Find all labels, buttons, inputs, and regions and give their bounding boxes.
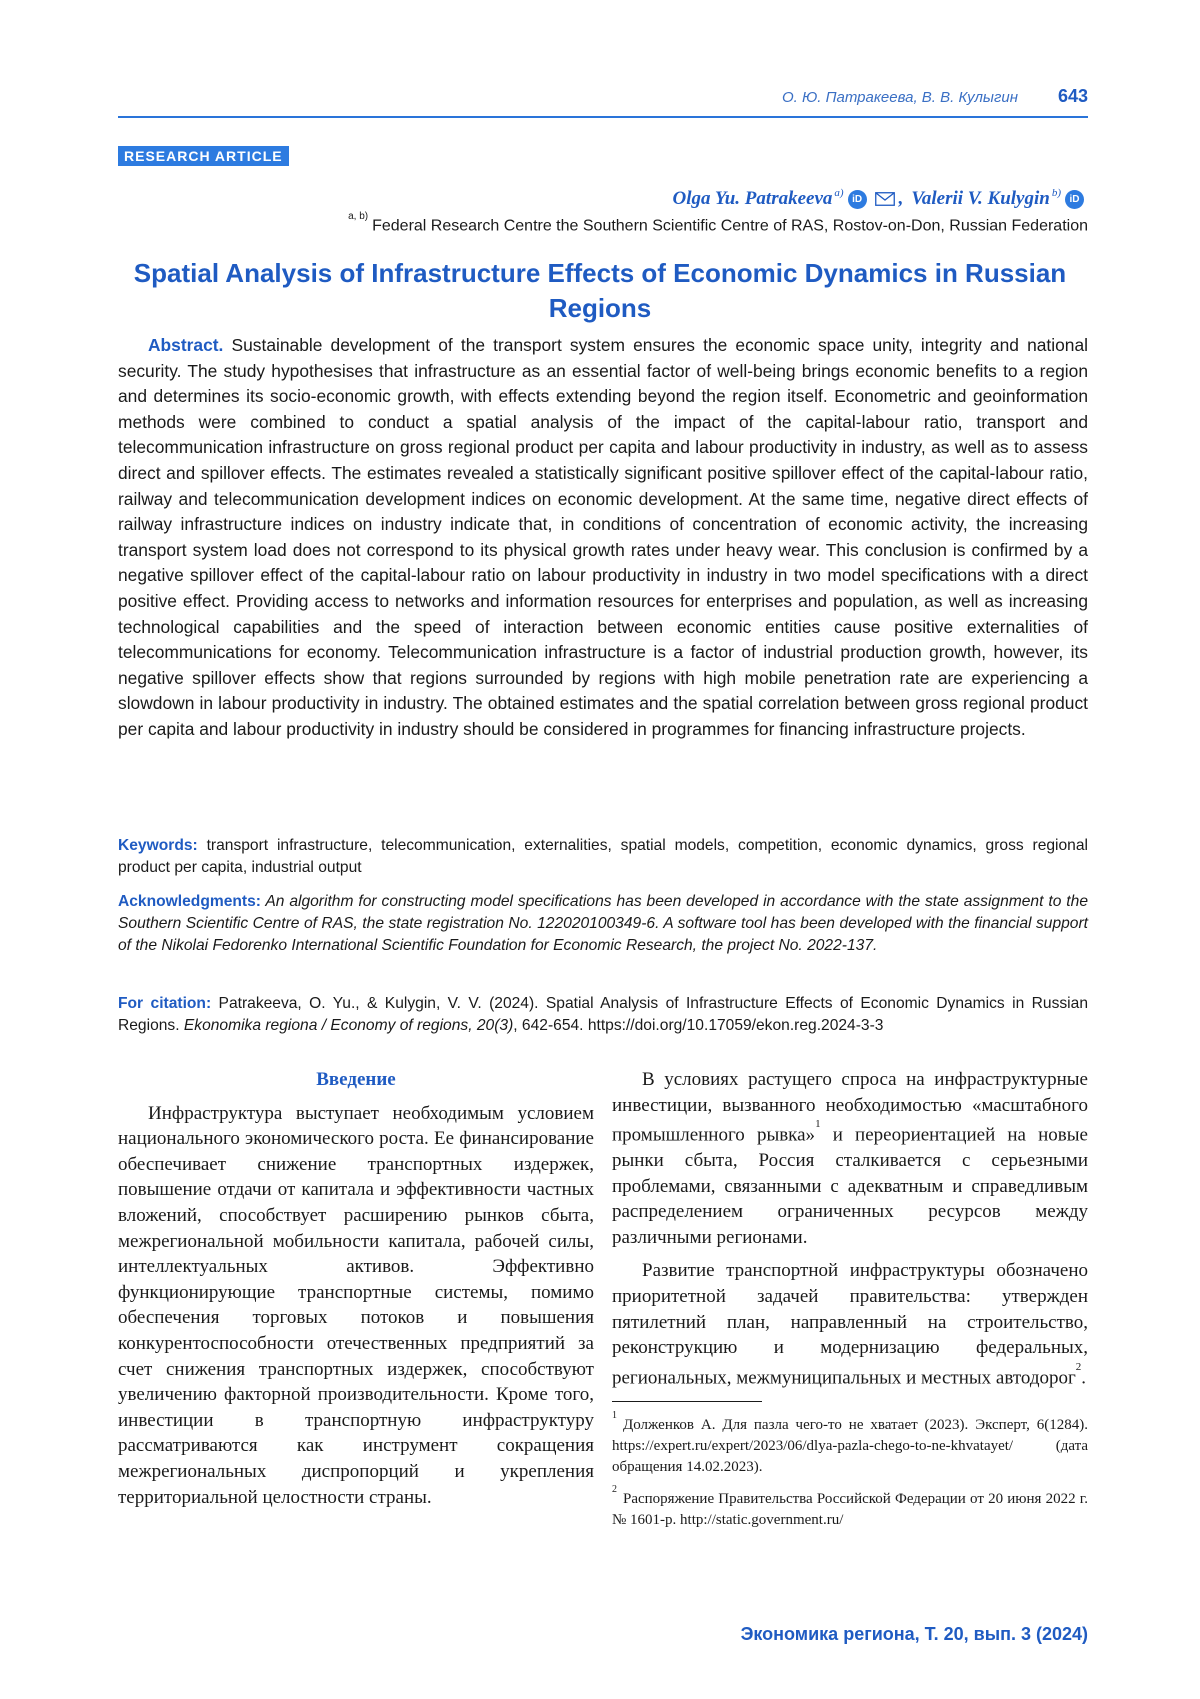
footnote-number: 1 [612,1409,617,1421]
author-2-affiliation-marker: b) [1051,187,1061,199]
body-paragraph: Инфраструктура выступает необходимым условием национального экономического роста. Ее финансирование обеспечивает снижение транспортных издержек, повышение отдачи от капитала и эффективности частных вложений, способствует расширению рынков сбыта, межрегиональной мобильности капитала, рабочей силы, интеллектуальных активов. Эффективно функционирующие транспортные системы, помимо обеспечения торговых потоков и повышения конкурентоспособности отечественных предприятий за счет снижения транспортных издержек, способствуют увеличению факторной производительности. Кроме того, инвестиции в транспортную инфраструктуру рассматриваются как инструмент сокращения межрегиональных диспропорций и укрепления территориальной целостности страны. [118,1102,594,1508]
citation-text-part1: Patrakeeva, O. Yu., & Kulygin, V. V. (2024). Spatial Analysis of Infrastructure Effects of Economic Dynamics in Russian Regions. [118,995,1088,1034]
paragraph-text: В условиях растущего спроса на инфраструктурные инвестиции, вызванного необходимостью «масштабного промышленного рывка» [612,1069,1088,1146]
author-1-name[interactable]: Olga Yu. Patrakeeva [672,188,833,209]
abstract-text: Sustainable development of the transport system ensures the economic space unity, integrity and national security. The study hypothesises that infrastructure as an essential factor of well-being brings economic benefits to a region and determines its socio-economic growth, with effects extending beyond the region itself. Econometric and geoinformation methods were combined to conduct a spatial analysis of the impact of the capital-labour ratio, transport and telecommunication infrastructure on gross regional product per capita and labour productivity in industry, as well as to assess direct and spillover effects. The estimates revealed a statistically significant positive spillover effect of the capital-labour ratio, railway and telecommunication development indices on economic development. At the same time, negative direct effects of railway infrastructure indices on industry indicate that, in conditions of concentration of economic activity, the increasing transport system load does not correspond to its physical growth rates under heavy wear. This conclusion is confirmed by a negative spillover effect of the capital-labour ratio on labour productivity in industry in two model specifications with a direct positive effect. Providing access to networks and information resources for enterprises and population, as well as increasing technological capabilities and the speed of interaction between economic entities cause positive externalities of telecommunications for economy. Telecommunication infrastructure is a factor of industrial production growth, however, its negative spillover effects show that regions surrounded by regions with high mobile penetration rate are experiencing a slowdown in labour productivity in industry. The obtained estimates and the spatial correlation between gross regional product per capita and labour productivity in industry should be considered in programmes for financing infrastructure projects. [118,335,1088,739]
citation-journal: Ekonomika regiona / Economy of regions, 20(3) [183,1017,514,1034]
footnote-number: 2 [612,1483,617,1495]
acknowledgments-label: Acknowledgments: [118,893,261,910]
running-head [118,86,1088,110]
paragraph-text: и переориентацией на новые рынки сбыта, Россия сталкивается с серьезными проблемами, связанными с адекватным и справедливым распределением ограниченных ресурсов между различными регионами. [612,1124,1088,1248]
footnote-ref[interactable]: 2 [1075,1360,1082,1373]
author-2-name[interactable]: Valerii V. Kulygin [911,188,1050,209]
orcid-icon[interactable]: iD [848,190,867,209]
article-type-badge: RESEARCH ARTICLE [118,146,289,166]
journal-footer: Экономика региона, Т. 20, вып. 3 (2024) [740,1624,1088,1644]
section-heading: Введение [316,1069,396,1090]
paragraph-text: . [1081,1367,1087,1389]
affiliation-text: Federal Research Centre the Southern Scientific Centre of RAS, Rostov-on-Don, Russian Federation [372,217,1088,235]
citation-text-part2[interactable]: , 642-654. https://doi.org/10.17059/ekon.reg.2024-3-3 [513,1017,884,1034]
header-divider [118,116,1088,118]
running-authors: О. Ю. Патракеева, В. В. Кулыгин [781,89,1018,106]
footnote-ref[interactable]: 1 [815,1118,821,1131]
affiliation [348,211,1088,235]
body-paragraph [612,1258,1088,1390]
article-title: Spatial Analysis of Infrastructure Effects of Economic Dynamics in Russian Regions [133,258,1067,323]
footnote-text[interactable]: Распоряжение Правительства Российской Федерации от 20 июня 2022 г. № 1601-р. http://static.government.ru/ [612,1490,1088,1528]
affiliation-marker: a, b) [348,211,369,222]
footnote-divider [612,1401,762,1402]
acknowledgments [118,891,1088,957]
body-paragraph [612,1067,1088,1250]
abstract-label: Abstract. [148,335,224,355]
footnote-text[interactable]: Долженков А. Для пазла чего-то не хватает (2023). Эксперт, 6(1284). https://expert.ru/expert/2023/06/dlya-pazla-chego-to-ne-khvatayet/ (дата обращения 14.02.2023). [612,1416,1088,1475]
footnote [612,1484,1088,1531]
paragraph-text: Развитие транспортной инфраструктуры обозначено приоритетной задачей правительства: утвержден пятилетний план, направленный на строительство, реконструкцию и модернизацию федеральных, региональных, межмуниципальных и местных автодорог [612,1260,1088,1389]
author-separator: , [898,188,904,209]
keywords [118,835,1088,879]
body-column-left [118,1067,594,1510]
keywords-label: Keywords: [118,837,198,854]
authors-line [672,186,1088,212]
keywords-text: transport infrastructure, telecommunication, externalities, spatial models, competition, economic dynamics, gross regional product per capita, industrial output [118,837,1088,876]
author-1-affiliation-marker: a) [834,187,844,199]
citation [118,993,1088,1037]
citation-label: For citation: [118,995,212,1012]
acknowledgments-text: An algorithm for constructing model specifications has been developed in accordance with the state assignment to the Southern Scientific Centre of RAS, the state registration No. 122020100349-6. A software tool has been developed with the financial support of the Nikolai Fedorenko International Scientific Foundation for Economic Research, the project No. 2022-137. [118,893,1088,954]
orcid-icon[interactable]: iD [1065,190,1084,209]
abstract [118,333,1088,743]
email-icon[interactable] [875,192,895,206]
page-number: 643 [1057,86,1088,106]
footnote [612,1410,1088,1478]
body-column-right [612,1067,1088,1531]
